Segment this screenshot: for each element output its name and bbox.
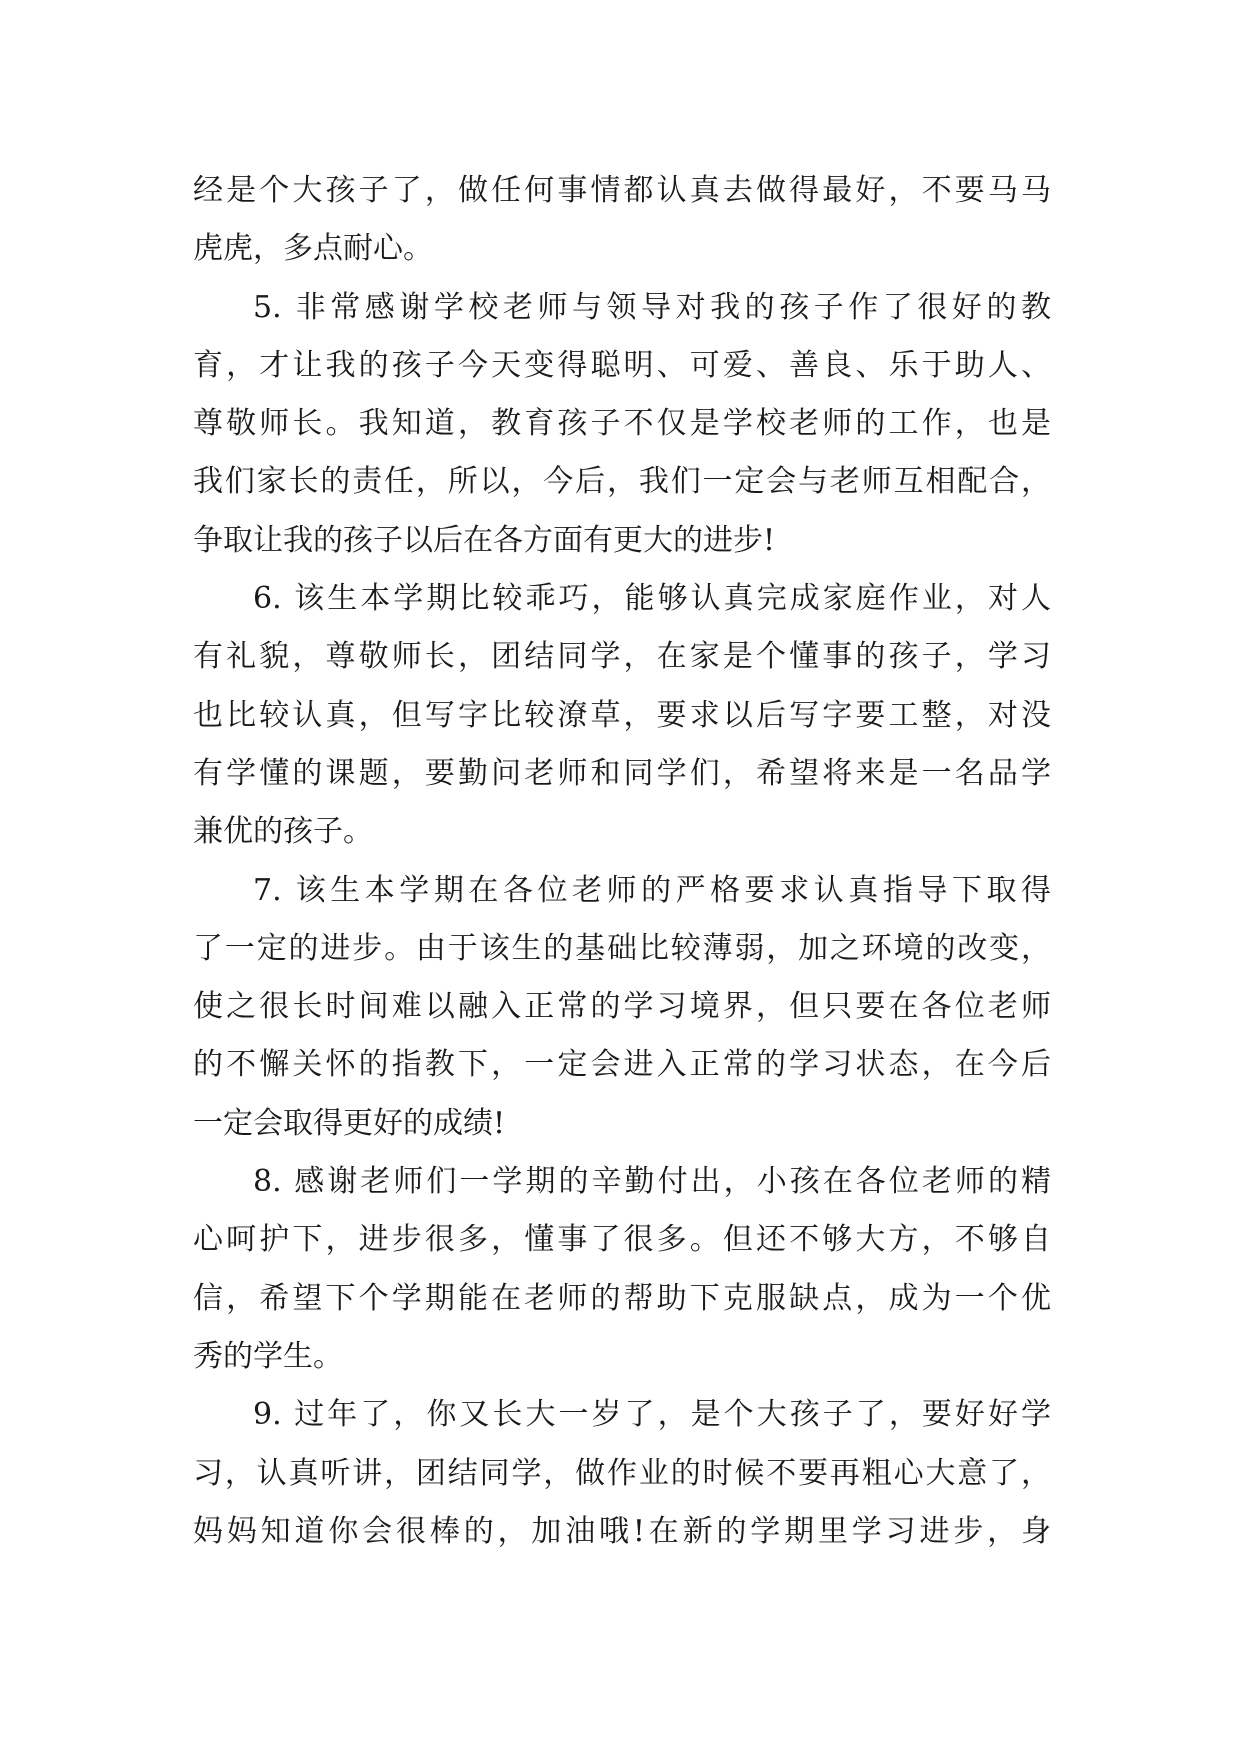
text-line: 我们家长的责任，所以，今后，我们一定会与老师互相配合， xyxy=(193,464,1051,500)
text-line: 也比较认真，但写字比较潦草，要求以后写字要工整，对没 xyxy=(193,697,1051,733)
text-line: 了一定的进步。由于该生的基础比较薄弱，加之环境的改变， xyxy=(193,930,1051,966)
text-line: 虎虎，多点耐心。 xyxy=(193,231,433,267)
text-line: 信，希望下个学期能在老师的帮助下克服缺点，成为一个优 xyxy=(193,1280,1051,1316)
text-line: 尊敬师长。我知道，教育孩子不仅是学校老师的工作，也是 xyxy=(193,406,1051,442)
text-line: 兼优的孩子。 xyxy=(193,814,373,850)
paragraph-start-line: 7. 该生本学期在各位老师的严格要求认真指导下取得 xyxy=(253,872,1051,908)
text-line: 争取让我的孩子以后在各方面有更大的进步! xyxy=(193,522,776,558)
text-line: 的不懈关怀的指教下，一定会进入正常的学习状态，在今后 xyxy=(193,1047,1051,1083)
text-line: 有礼貌，尊敬师长，团结同学，在家是个懂事的孩子，学习 xyxy=(193,639,1051,675)
document-body xyxy=(193,162,1051,1561)
text-line: 有学懂的课题，要勤问老师和同学们，希望将来是一名品学 xyxy=(193,755,1051,791)
paragraph-start-line: 9. 过年了，你又长大一岁了，是个大孩子了，要好好学 xyxy=(253,1397,1051,1433)
text-line: 使之很长时间难以融入正常的学习境界，但只要在各位老师 xyxy=(193,989,1051,1025)
text-line: 育，才让我的孩子今天变得聪明、可爱、善良、乐于助人、 xyxy=(193,347,1051,383)
text-line: 一定会取得更好的成绩! xyxy=(193,1105,506,1141)
paragraph-start-line: 6. 该生本学期比较乖巧，能够认真完成家庭作业，对人 xyxy=(253,581,1051,617)
text-line: 心呵护下，进步很多，懂事了很多。但还不够大方，不够自 xyxy=(193,1222,1051,1258)
text-line: 妈妈知道你会很棒的，加油哦!在新的学期里学习进步，身 xyxy=(193,1513,1051,1549)
text-line: 习，认真听讲，团结同学，做作业的时候不要再粗心大意了， xyxy=(193,1455,1051,1491)
paragraph-start-line: 8. 感谢老师们一学期的辛勤付出，小孩在各位老师的精 xyxy=(253,1164,1051,1200)
text-line: 秀的学生。 xyxy=(193,1338,343,1374)
paragraph-start-line: 5. 非常感谢学校老师与领导对我的孩子作了很好的教 xyxy=(253,289,1051,325)
text-line: 经是个大孩子了，做任何事情都认真去做得最好，不要马马 xyxy=(193,173,1051,208)
